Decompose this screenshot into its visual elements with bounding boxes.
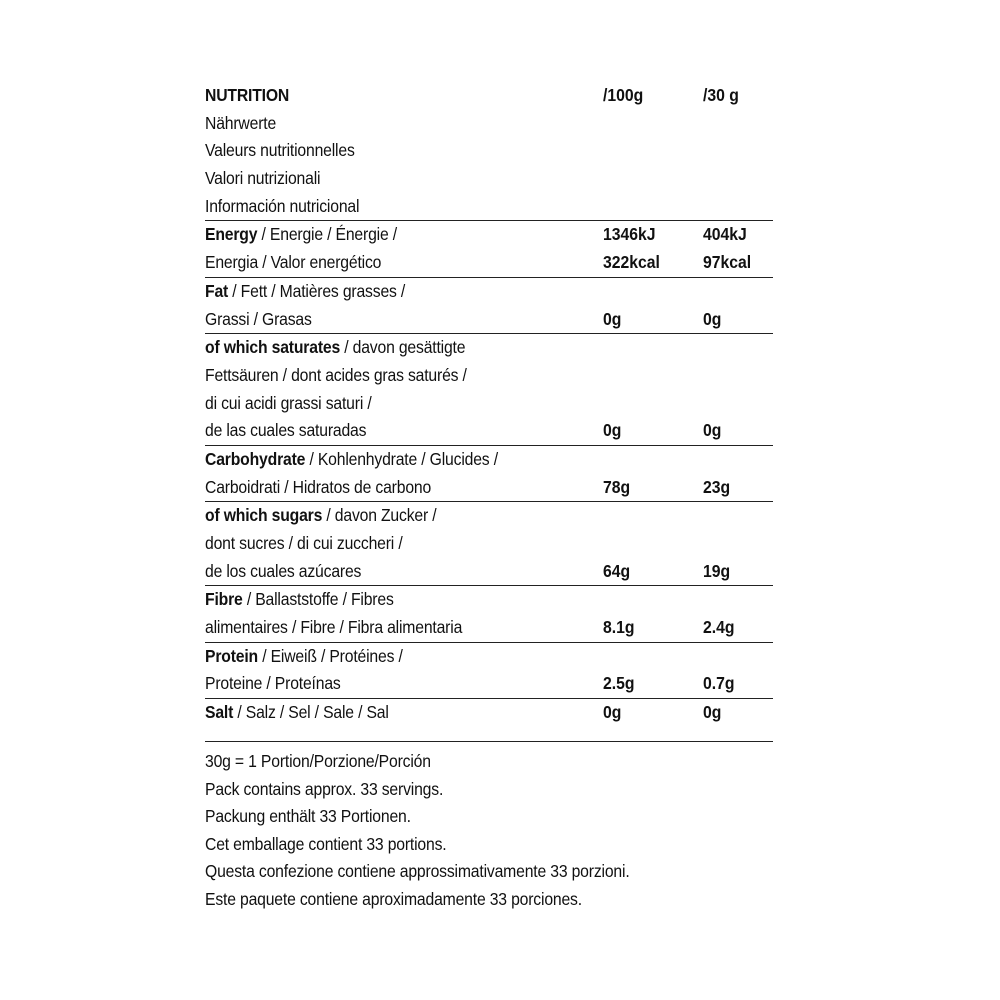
- value-per-30g: 0g: [703, 420, 722, 441]
- nutrient-name: of which sugars: [205, 505, 323, 526]
- table-bottom-spacer: [205, 727, 773, 741]
- value-per-30g: 23g: [703, 476, 731, 497]
- column-header-per-30g: /30 g: [703, 85, 739, 105]
- nutrient-label-line: [205, 502, 716, 530]
- nutrient-translations: / Ballaststoffe / Fibres: [242, 589, 394, 610]
- nutrient-translations: / Fett / Matières grasses /: [228, 280, 406, 301]
- nutrient-translations: Fettsäuren / dont acides gras saturés /: [205, 364, 467, 385]
- nutrient-name: Carbohydrate: [205, 448, 306, 469]
- value-per-100g: 0g: [603, 420, 622, 441]
- value-per-100g: 2.5g: [603, 673, 635, 694]
- nutrient-label-line: [205, 362, 716, 390]
- nutrient-label-line: [205, 278, 716, 306]
- nutrient-translations: Proteine / Proteínas: [205, 673, 341, 694]
- nutrient-translations: de las cuales saturadas: [205, 420, 367, 441]
- nutrient-row-sugars: [205, 502, 773, 586]
- column-header-per-100g: /100g: [603, 85, 644, 105]
- value-per-100g: 322kcal: [603, 252, 660, 273]
- nutrient-label-line: [205, 614, 716, 642]
- nutrient-label-line: [205, 643, 716, 671]
- nutrient-row-saturates: [205, 334, 773, 446]
- value-per-30g: 0.7g: [703, 673, 735, 694]
- nutrient-label-line: [205, 670, 716, 698]
- nutrient-name: Salt: [205, 702, 234, 723]
- nutrient-row-salt: [205, 699, 773, 727]
- nutrient-label-line: [205, 417, 716, 445]
- nutrient-translations: / Salz / Sel / Sale / Sal: [233, 702, 389, 723]
- nutrient-name: Fat: [205, 280, 229, 301]
- nutrient-label-line: [205, 530, 716, 558]
- nutrient-label-line: [205, 334, 716, 362]
- nutrient-translations: Grassi / Grasas: [205, 308, 312, 329]
- title-translation-fr: Valeurs nutritionnelles: [205, 140, 355, 161]
- nutrient-translations: Carboidrati / Hidratos de carbono: [205, 476, 432, 497]
- serving-line-it: Questa confezione contiene approssimativamente 33 porzioni.: [205, 861, 630, 881]
- nutrient-label-line: [205, 306, 716, 334]
- nutrient-name: Energy: [205, 224, 258, 245]
- serving-info: [205, 748, 805, 913]
- value-per-30g: 404kJ: [703, 224, 747, 245]
- nutrient-label-line: [205, 446, 716, 474]
- value-per-30g: 0g: [703, 702, 722, 723]
- nutrient-translations: dont sucres / di cui zuccheri /: [205, 533, 403, 553]
- serving-line-fr: Cet emballage contient 33 portions.: [205, 833, 447, 854]
- serving-line-portion: 30g = 1 Portion/Porzione/Porción: [205, 751, 431, 771]
- title-translation-it: Valori nutrizionali: [205, 168, 321, 189]
- nutrient-translations: / davon gesättigte: [340, 337, 466, 358]
- serving-line-en: Pack contains approx. 33 servings.: [205, 778, 444, 799]
- nutrient-row-carbohydrate: [205, 446, 773, 502]
- nutrient-label-line: [205, 558, 716, 586]
- nutrient-translations: / Energie / Énergie /: [257, 224, 397, 245]
- nutrient-row-protein: [205, 643, 773, 699]
- title-translation-de: Nährwerte: [205, 112, 277, 133]
- nutrition-title: NUTRITION: [205, 85, 290, 105]
- value-per-30g: 0g: [703, 308, 722, 329]
- nutrient-translations: / davon Zucker /: [322, 505, 437, 526]
- nutrient-label-line: [205, 474, 716, 502]
- nutrient-row-energy: [205, 221, 773, 277]
- title-translation-es: Información nutricional: [205, 195, 360, 216]
- nutrient-label-line: [205, 390, 716, 418]
- value-per-30g: 2.4g: [703, 617, 735, 638]
- nutrient-row-fat: [205, 278, 773, 334]
- value-per-100g: 0g: [603, 702, 622, 723]
- value-per-100g: 1346kJ: [603, 224, 656, 245]
- nutrient-translations: di cui acidi grassi saturi /: [205, 392, 372, 413]
- table-header: [205, 82, 773, 221]
- nutrient-translations: / Eiweiß / Protéines /: [258, 645, 403, 666]
- value-per-100g: 78g: [603, 476, 631, 497]
- nutrient-label-line: [205, 586, 716, 614]
- value-per-100g: 8.1g: [603, 617, 635, 638]
- value-per-30g: 97kcal: [703, 252, 752, 273]
- nutrient-name: Fibre: [205, 589, 243, 610]
- table-bottom-rule: [205, 741, 773, 742]
- nutrient-translations: Energia / Valor energético: [205, 252, 382, 273]
- nutrient-row-fibre: [205, 586, 773, 642]
- nutrient-translations: alimentaires / Fibre / Fibra alimentaria: [205, 617, 463, 638]
- nutrient-name: of which saturates: [205, 337, 341, 358]
- serving-line-de: Packung enthält 33 Portionen.: [205, 806, 411, 826]
- nutrient-translations: / Kohlenhydrate / Glucides /: [305, 448, 498, 469]
- nutrient-translations: de los cuales azúcares: [205, 560, 362, 581]
- nutrition-table: [205, 82, 773, 742]
- nutrient-rows: [205, 221, 773, 726]
- serving-line-es: Este paquete contiene aproximadamente 33 porciones.: [205, 888, 582, 909]
- value-per-30g: 19g: [703, 560, 731, 581]
- value-per-100g: 0g: [603, 308, 622, 329]
- value-per-100g: 64g: [603, 560, 631, 581]
- nutrient-name: Protein: [205, 645, 259, 666]
- nutrient-label-line: [205, 699, 716, 727]
